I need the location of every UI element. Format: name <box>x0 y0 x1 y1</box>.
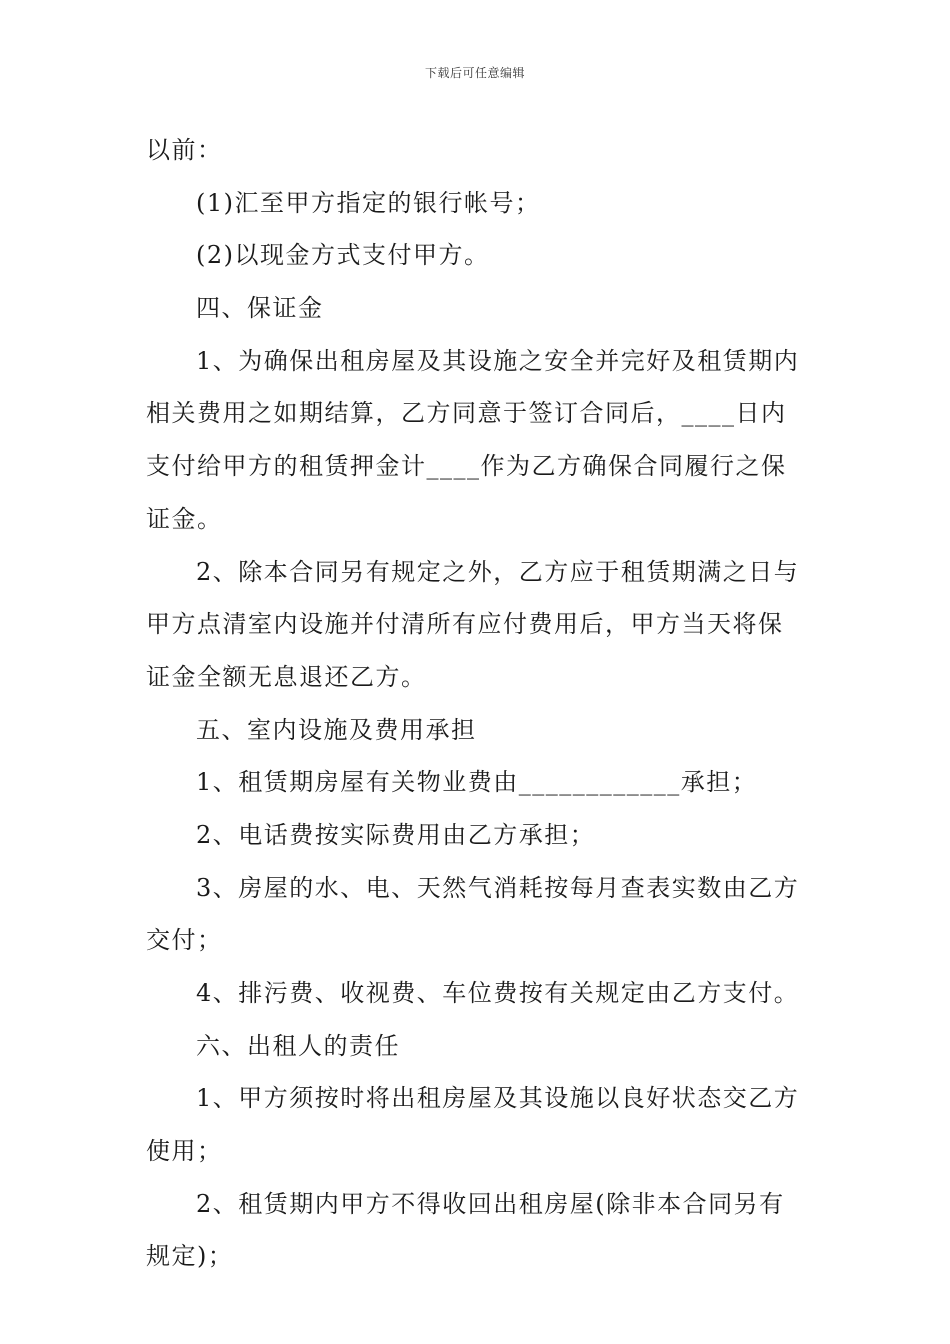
text-line: 证金全额无息退还乙方。 <box>146 662 427 691</box>
text-line: 4、排污费、收视费、车位费按有关规定由乙方支付。 <box>196 979 800 1007</box>
document-body <box>146 124 816 1283</box>
text-line: 2、租赁期内甲方不得收回出租房屋(除非本合同另有 <box>196 1189 785 1218</box>
text-line: 1、租赁期房屋有关物业费由____________承担； <box>196 768 758 797</box>
text-line: 使用； <box>146 1137 223 1166</box>
text-line: 证金。 <box>146 504 223 533</box>
text-line: 2、除本合同另有规定之外，乙方应于租赁期满之日与 <box>196 557 800 586</box>
text-line: 以前： <box>146 136 223 164</box>
text-line: 1、甲方须按时将出租房屋及其设施以良好状态交乙方 <box>196 1084 800 1113</box>
text-line: 3、房屋的水、电、天然气消耗按每月查表实数由乙方 <box>196 873 800 902</box>
text-line: (2)以现金方式支付甲方。 <box>196 241 490 270</box>
text-line: 1、为确保出租房屋及其设施之安全并完好及租赁期内 <box>196 346 800 375</box>
text-line: 规定)； <box>146 1242 234 1271</box>
section-heading: 四、保证金 <box>196 294 324 323</box>
page-header: 下载后可任意编辑 <box>424 66 525 80</box>
text-line: 相关费用之如期结算，乙方同意于签订合同后，____日内 <box>146 399 787 428</box>
text-line: 支付给甲方的租赁押金计____作为乙方确保合同履行之保 <box>146 452 787 481</box>
text-line: 2、电话费按实际费用由乙方承担； <box>196 820 596 849</box>
text-line: (1)汇至甲方指定的银行帐号； <box>196 188 541 217</box>
section-heading: 六、出租人的责任 <box>196 1031 400 1060</box>
text-line: 甲方点清室内设施并付清所有应付费用后，甲方当天将保 <box>146 610 784 639</box>
text-line: 交付； <box>146 926 223 955</box>
section-heading: 五、室内设施及费用承担 <box>196 715 477 744</box>
